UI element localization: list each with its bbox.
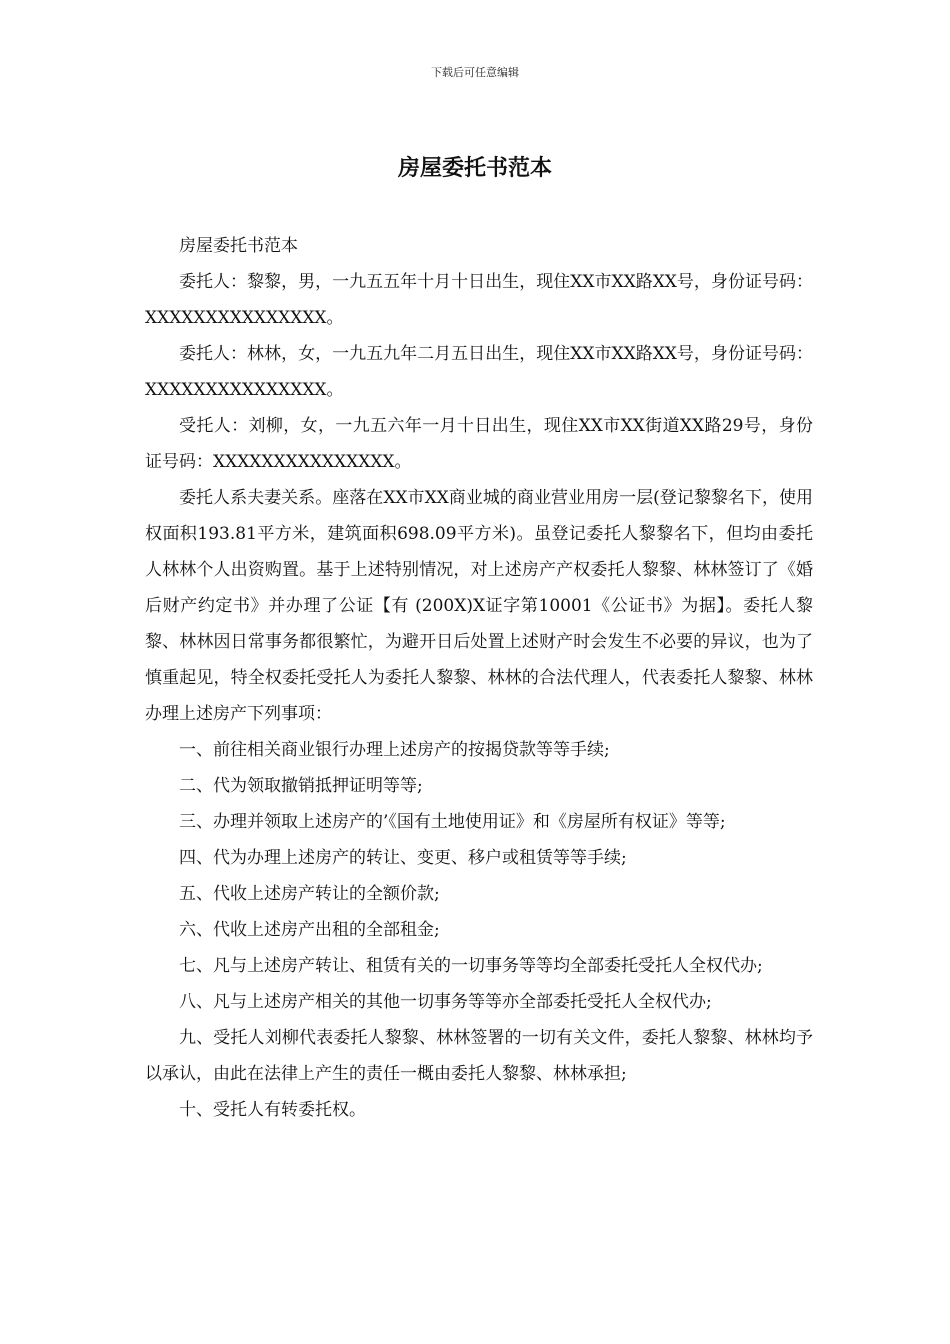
document-body	[145, 228, 813, 1128]
list-item-10: 十、受托人有转委托权。	[179, 1100, 366, 1120]
document-title: 房屋委托书范本	[397, 155, 552, 181]
list-item-5: 五、代收上述房产转让的全额价款;	[179, 884, 440, 904]
paragraph-subtitle: 房屋委托书范本	[179, 236, 298, 256]
list-item-4: 四、代为办理上述房产的转让、变更、移户或租赁等等手续;	[179, 848, 627, 868]
list-item-7: 七、凡与上述房产转让、租赁有关的一切事务等等均全部委托受托人全权代办;	[179, 956, 763, 976]
list-item-6: 六、代收上述房产出租的全部租金;	[179, 920, 440, 940]
list-item-8: 八、凡与上述房产相关的其他一切事务等等亦全部委托受托人全权代办;	[179, 992, 712, 1012]
list-item-9: 九、受托人刘柳代表委托人黎黎、林林签署的一切有关文件，委托人黎黎、林林均予以承认，由此在法律上产生的责任一概由委托人黎黎、林林承担;	[145, 1028, 813, 1084]
list-item-2: 二、代为领取撤销抵押证明等等;	[179, 776, 423, 796]
paragraph-principal-2: 委托人：林林，女，一九五九年二月五日出生，现住XX市XX路XX号，身份证号码：XXXXXXXXXXXXXXX。	[145, 344, 813, 400]
list-item-3: 三、办理并领取上述房产的’《国有土地使用证》和《房屋所有权证》等等;	[179, 812, 726, 832]
paragraph-principal-1: 委托人：黎黎，男，一九五五年十月十日出生，现住XX市XX路XX号，身份证号码：XXXXXXXXXXXXXXX。	[145, 272, 813, 328]
paragraph-background: 委托人系夫妻关系。座落在XX市XX商业城的商业营业用房一层(登记黎黎名下，使用权面积193.81平方米，建筑面积698.09平方米)。虽登记委托人黎黎名下，但均由委托人林林个人出资购置。基于上述特别情况，对上述房产产权委托人黎黎、林林签订了《婚后财产约定书》并办理了公证【有 (200X)X证字第10001《公证书》为据】。委托人黎黎、林林因日常事务都很繁忙，为避开日后处置上述财产时会发生不必要的异议，也为了慎重起见，特全权委托受托人为委托人黎黎、林林的合法代理人，代表委托人黎黎、林林办理上述房产下列事项：	[145, 488, 813, 724]
list-item-1: 一、前往相关商业银行办理上述房产的按揭贷款等等手续;	[179, 740, 610, 760]
paragraph-agent: 受托人：刘柳，女，一九五六年一月十日出生，现住XX市XX街道XX路29号，身份证号码：XXXXXXXXXXXXXXX。	[145, 416, 813, 472]
page-header-note: 下载后可任意编辑	[431, 66, 519, 79]
